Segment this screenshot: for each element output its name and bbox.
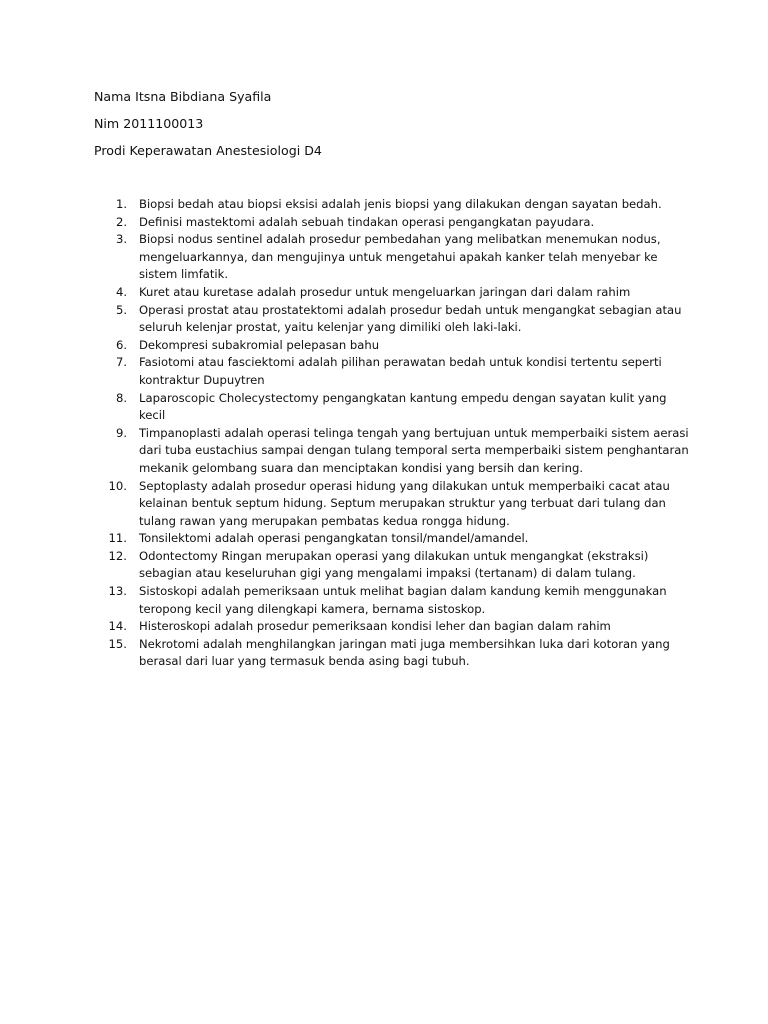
list-item-number: 4. [115, 284, 127, 299]
list-item [94, 425, 694, 478]
list-item-text: Nekrotomi adalah menghilangkan jaringan mati juga membersihkan luka dari kotoran yang berasal dari luar yang termasuk benda asing bagi tubuh. [139, 636, 670, 669]
list-item-number: 14. [108, 619, 127, 634]
list-item-text: Definisi mastektomi adalah sebuah tindakan operasi pengangkatan payudara. [139, 214, 595, 229]
list-item [94, 548, 694, 583]
list-item-text: Dekompresi subakromial pelepasan bahu [139, 337, 380, 352]
list-item-text: Operasi prostat atau prostatektomi adalah prosedur bedah untuk mengangkat sebagian atau seluruh kelenjar prostat, yaitu kelenjar yang dimiliki oleh laki-laki. [139, 302, 682, 335]
list-item-text: Tonsilektomi adalah operasi pengangkatan tonsil/mandel/amandel. [139, 531, 529, 546]
list-item [94, 636, 694, 671]
list-item-number: 5. [115, 302, 127, 317]
list-item-number: 11. [108, 531, 127, 546]
list-item-number: 2. [115, 214, 127, 229]
list-item [94, 337, 694, 355]
numbered-list [94, 196, 694, 671]
list-item [94, 231, 694, 284]
list-item-text: Odontectomy Ringan merupakan operasi yang dilakukan untuk mengangkat (ekstraksi) sebagian atau keseluruhan gigi yang mengalami impaksi (tertanam) di dalam tulang. [139, 548, 649, 581]
list-item [94, 302, 694, 337]
list-item-text: Sistoskopi adalah pemeriksaan untuk melihat bagian dalam kandung kemih menggunakan teropong kecil yang dilengkapi kamera, bernama sistoskop. [139, 584, 667, 616]
list-item-number: 6. [115, 337, 127, 352]
list-item [94, 530, 694, 548]
list-item-text: Septoplasty adalah prosedur operasi hidung yang dilakukan untuk memperbaiki cacat atau kelainan bentuk septum hidung. Septum merupakan struktur yang terbuat dari tulang dan tulang rawan yang merupakan pembatas kedua rongga hidung. [139, 478, 670, 528]
list-item-text: Kuret atau kuretase adalah prosedur untuk mengeluarkan jaringan dari dalam rahim [139, 284, 631, 299]
list-item [94, 196, 694, 214]
student-name: Nama Itsna Bibdiana Syafila [94, 89, 272, 104]
list-item-text: Histeroskopi adalah prosedur pemeriksaan kondisi leher dan bagian dalam rahim [139, 619, 611, 634]
list-item-text: Timpanoplasti adalah operasi telinga tengah yang bertujuan untuk memperbaiki sistem aerasi dari tuba eustachius sampai dengan tulang temporal serta memperbaiki sistem penghantaran mekanik gelombang suara dan menciptakan kondisi yang bersih dan kering. [139, 425, 689, 475]
list-item-number: 8. [115, 390, 127, 405]
list-item-number: 15. [108, 636, 127, 651]
list-item [94, 214, 694, 232]
list-item-text: Fasiotomi atau fasciektomi adalah pilihan perawatan bedah untuk kondisi tertentu seperti kontraktur Dupuytren [139, 355, 662, 387]
list-item-number: 9. [115, 425, 127, 440]
list-item [94, 478, 694, 531]
list-item-number: 1. [115, 197, 127, 211]
list-item-number: 12. [108, 548, 127, 563]
student-id: Nim 2011100013 [94, 116, 204, 131]
list-item [94, 390, 694, 425]
list-item [94, 284, 694, 302]
list-item [94, 618, 694, 636]
list-item [94, 583, 694, 618]
list-item-number: 7. [115, 355, 127, 370]
study-program: Prodi Keperawatan Anestesiologi D4 [94, 143, 322, 158]
list-item-number: 3. [115, 232, 127, 247]
list-item [94, 354, 694, 389]
list-item-text: Biopsi bedah atau biopsi eksisi adalah jenis biopsi yang dilakukan dengan sayatan bedah. [139, 197, 662, 211]
list-item-number: 10. [108, 478, 127, 493]
list-item-text: Laparoscopic Cholecystectomy pengangkatan kantung empedu dengan sayatan kulit yang kecil [139, 390, 667, 423]
list-item-number: 13. [108, 584, 127, 599]
list-item-text: Biopsi nodus sentinel adalah prosedur pembedahan yang melibatkan menemukan nodus, mengeluarkannya, dan mengujinya untuk mengetahui apakah kanker telah menyebar ke sistem limfatik. [139, 232, 661, 282]
